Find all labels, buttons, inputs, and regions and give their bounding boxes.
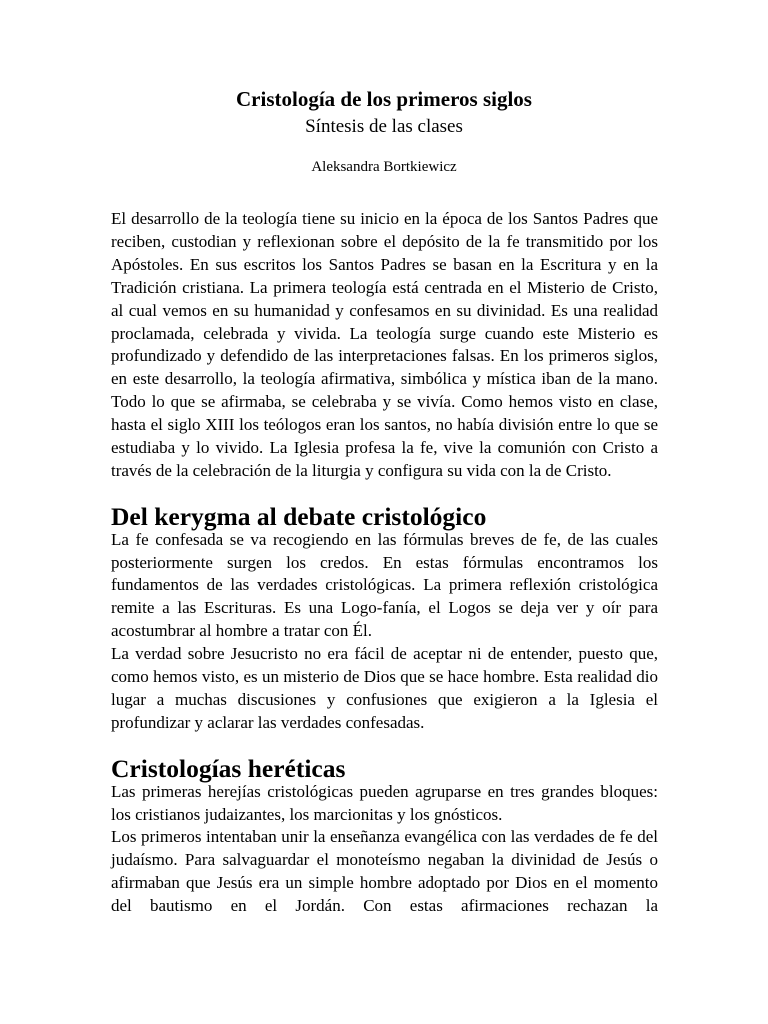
section-heading-kerygma: Del kerygma al debate cristológico bbox=[111, 501, 487, 531]
document-body bbox=[111, 208, 658, 918]
section-paragraph: La fe confesada se va recogiendo en las fórmulas breves de fe, de las cuales posteriormente surgen los credos. En estas fórmulas encontramos los fundamentos de las verdades cristológicas. La primera reflexión cristológica remite a las Escrituras. Es una Logo-fanía, el Logos se deja ver y oír para acostumbrar al hombre a tratar con Él. bbox=[111, 529, 658, 641]
intro-paragraph: El desarrollo de la teología tiene su inicio en la época de los Santos Padres que reciben, custodian y reflexionan sobre el depósito de la fe transmitido por los Apóstoles. En sus escritos los Santos Padres se basan en la Escritura y en la Tradición cristiana. La primera teología está centrada en el Misterio de Cristo, al cual vemos en su humanidad y confesamos en su divinidad. Es una realidad proclamada, celebrada y vivida. La teología surge cuando este Misterio es profundizado y defendido de las interpretaciones falsas. En los primeros siglos, en este desarrollo, la teología afirmativa, simbólica y mística iban de la mano. Todo lo que se afirmaba, se celebraba y se vivía. Como hemos visto en clase, hasta el siglo XIII los teólogos eran los santos, no había división entre lo que se estudiaba y lo vivido. La Iglesia profesa la fe, vive la comunión con Cristo a través de la celebración de la liturgia y configura su vida con la de Cristo. bbox=[111, 209, 658, 480]
document-header bbox=[0, 86, 768, 177]
section-paragraph-truncated: Los primeros intentaban unir la enseñanza evangélica con las verdades de fe del judaísmo. Para salvaguardar el monoteísmo negaban la divinidad de Jesús o afirmaban que Jesús era un simple hombre adoptado por Dios en el momento del bautismo en el Jordán. Con estas afirmaciones rechazan la bbox=[111, 827, 658, 916]
document-author: Aleksandra Bortkiewicz bbox=[311, 159, 457, 175]
section-paragraph: La verdad sobre Jesucristo no era fácil de aceptar ni de entender, puesto que, como hemos visto, es un misterio de Dios que se hace hombre. Esta realidad dio lugar a muchas discusiones y confusiones que exigieron a la Iglesia el profundizar y aclarar las verdades confesadas. bbox=[111, 644, 658, 732]
document-title: Cristología de los primeros siglos bbox=[236, 87, 532, 111]
section-paragraph: Las primeras herejías cristológicas pueden agruparse en tres grandes bloques: los cristianos judaizantes, los marcionitas y los gnósticos. bbox=[111, 781, 658, 824]
section-heading-cristologias-hereticas: Cristologías heréticas bbox=[111, 753, 346, 783]
document-subtitle: Síntesis de las clases bbox=[305, 116, 463, 137]
